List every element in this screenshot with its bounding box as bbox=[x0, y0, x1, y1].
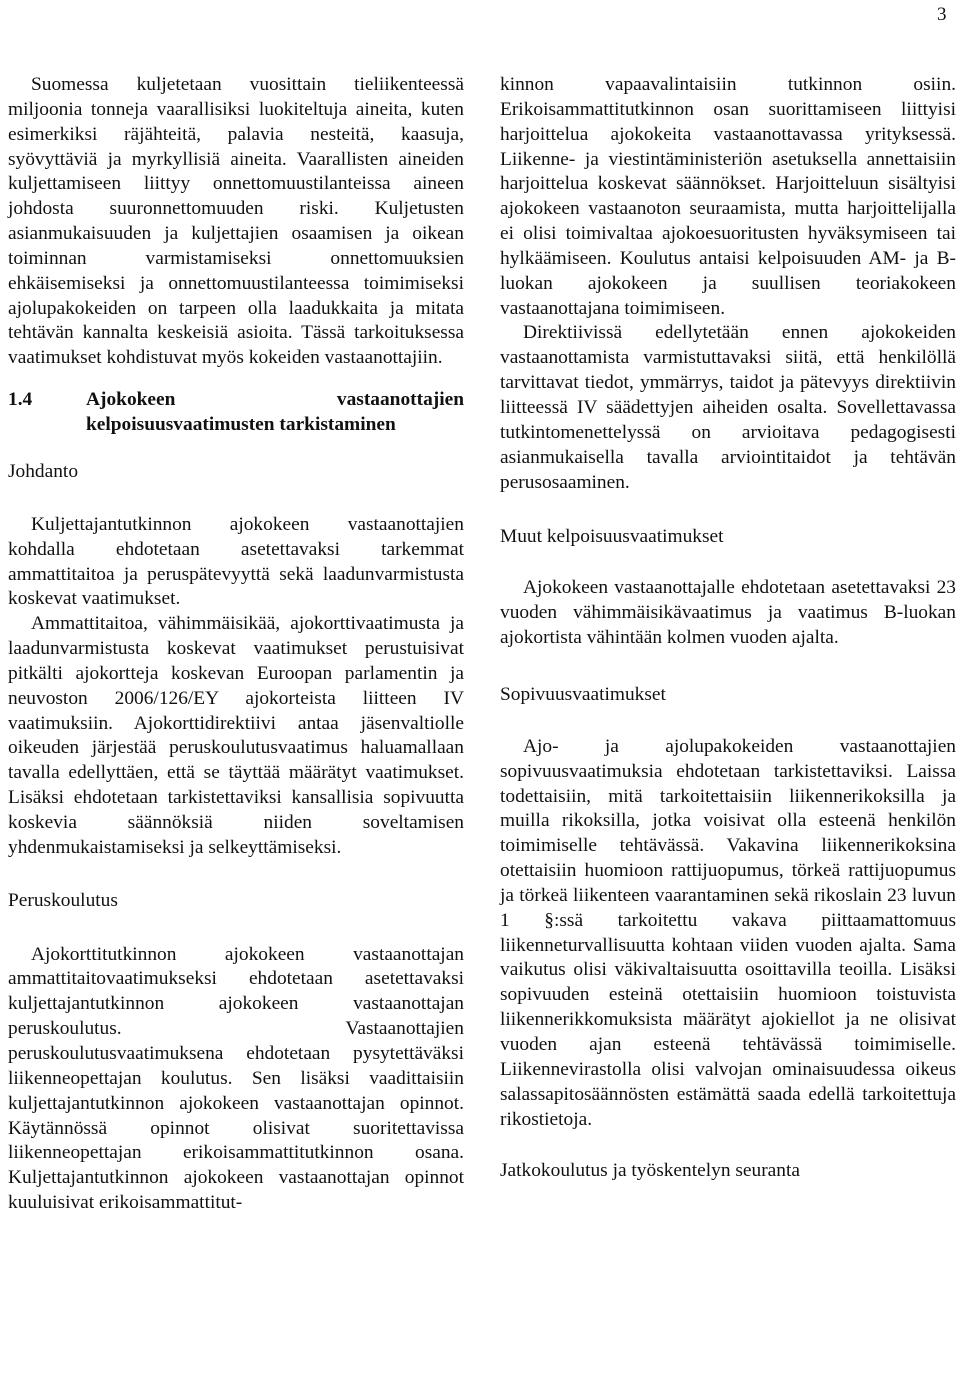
peruskoulutus-block bbox=[8, 943, 464, 1216]
paragraph-direktiivi: Direktiivissä edellytetään ennen ajokokeiden vastaanottamista varmistuttavaksi siitä, että henkilöllä tarvittavat tiedot, ymmärrys, taidot ja pätevyys direktiivin liitteessä IV säädettyjen aiheiden osalta. Sovellettavassa tutkintomenettelyssä on arvioitava pedagogisesti asianmukaisella tavalla arviointitaidot ja tehtävän perusosaaminen. bbox=[500, 322, 956, 493]
continued-block bbox=[500, 73, 956, 495]
paragraph-muut: Ajokokeen vastaanottajalle ehdotetaan asetettavaksi 23 vuoden vähimmäisikävaatimus ja vaatimus B-luokan ajokortista vähintään kolmen vuoden ajalta. bbox=[500, 577, 956, 649]
muut-block bbox=[500, 576, 956, 651]
paragraph-peruskoulutus: Ajokorttitutkinnon ajokokeen vastaanottajan ammattitaitovaatimukseksi ehdotetaan asetettavaksi kuljettajantutkinnon ajokokeen vastaanottajan peruskoulutus. Vastaanottajien peruskoulutusvaatimuksena ehdotetaan pysytettäväksi liikenneopettajan koulutus. Sen lisäksi vaadittaisiin kuljettajantutkinnon ajokokeen vastaanottajan opinnot. Käytännössä opinnot olisivat suoritettavissa liikenneopettajan erikoisammattitutkinnon osana. Kuljettajantutkinnon ajokokeen vastaanottajan opinnot kuuluisivat erikoisammattitut- bbox=[8, 943, 464, 1214]
sopivuus-block bbox=[500, 735, 956, 1133]
paragraph-sopivuus: Ajo- ja ajolupakokeiden vastaanottajien sopivuusvaatimuksia ehdotetaan tarkistettaviksi. Laissa todettaisiin, mitä tarkoitettaisiin liikennerikoksilla ja muilla rikoksilla, jotka voisivat olla esteenä henkilön toimimiselle tehtävässä. Vakavina liikennerikoksina otettaisiin huomioon rattijuopumus, törkeä rattijuopumus ja törkeä liikenteen vaarantaminen sekä rikoslain 23 luvun 1 §:ssä tarkoitettu vakava piittaamattomuus liikenneturvallisuutta kohtaan viiden vuoden ajalta. Sama vaikutus olisi väkivaltaisuutta osoittavilla teoilla. Lisäksi sopivuuden esteinä otettaisiin huomioon toistuvista liikennerikkomuksista määrätyt ajokiellot ja ne olisivat vuoden ajan esteenä tehtävässä toimimiselle. Liikennevirastolla olisi valvojan ominaisuudessa oikeus salassapitosäännösten estämättä saada edellä tarkoitettuja rikostietoja. bbox=[500, 735, 956, 1130]
paragraph-intro: Suomessa kuljetetaan vuosittain tieliikenteessä miljoonia tonneja vaarallisiksi luokiteltuja aineita, kuten esimerkiksi räjähteitä, palavia nesteitä, kaasuja, syövyttäviä ja myrkyllisiä aineita. Vaarallisten aineiden kuljettamiseen liittyy onnettomuustilanteissa aineen johdosta suuronnettomuuden riski. Kuljetusten asianmukaisuuden ja kuljettajien osaamisen ja oikean toiminnan varmistamiseksi onnettomuuksien ehkäisemiseksi ja onnettomuustilanteessa toimimiseksi ajolupakokeiden on tarpeen olla laadukkaita ja mitata tehtävän kannalta keskeisiä asioita. Tässä tarkoituksessa vaatimukset kohdistuvat myös kokeiden vastaanottajiin. bbox=[8, 74, 464, 369]
section-title: Ajokokeen vastaanottajien kelpoisuusvaatimusten tarkistaminen bbox=[86, 389, 464, 435]
subheading-jatkokoulutus: Jatkokoulutus ja työskentelyn seuranta bbox=[500, 1160, 800, 1182]
subheading-sopivuusvaatimukset: Sopivuusvaatimukset bbox=[500, 683, 666, 705]
section-heading bbox=[8, 388, 464, 438]
johdanto-block bbox=[8, 513, 464, 861]
section-number: 1.4 bbox=[8, 389, 33, 411]
right-column bbox=[500, 73, 956, 1183]
paragraph-johdanto-1: Kuljettajantutkinnon ajokokeen vastaanottajien kohdalla ehdotetaan asetettavaksi tarkemmat ammattitaitoa ja peruspätevyyttä sekä laadunvarmistusta koskevat vaatimukset. bbox=[8, 513, 464, 610]
page-number: 3 bbox=[937, 4, 947, 25]
paragraph-johdanto-2: Ammattitaitoa, vähimmäisikää, ajokorttivaatimusta ja laadunvarmistusta koskevat vaatimukset perustuisivat pitkälti ajokortteja koskevan Euroopan parlamentin ja neuvoston 2006/126/EY ajokorteista liitteen IV vaatimuksiin. Ajokorttidirektiivi antaa jäsenvaltiolle oikeuden järjestää peruskoulutusvaatimus haluamallaan tavalla edellyttäen, että se täyttää määrätyt vaatimukset. Lisäksi ehdotetaan tarkistettaviksi kansallisia sopivuutta koskevia säännöksiä niiden soveltamisen yhdenmukaistamiseksi ja selkeyttämiseksi. bbox=[8, 613, 464, 858]
subheading-peruskoulutus: Peruskoulutus bbox=[8, 889, 118, 911]
subheading-johdanto: Johdanto bbox=[8, 460, 79, 482]
subheading-muut-kelpoisuusvaatimukset: Muut kelpoisuusvaatimukset bbox=[500, 526, 724, 548]
paragraph-continued: kinnon vapaavalintaisiin tutkinnon osiin. Erikoisammattitutkinnon osan suorittamiseen liittyisi harjoittelua ajokokeita vastaanottavassa yrityksessä. Liikenne- ja viestintäministeriön asetuksella annettaisiin harjoittelua koskevat säännökset. Harjoitteluun sisältyisi ajokokeen vastaanoton seuraamista, mutta harjoittelijalla ei olisi toimivaltaa ajokoesuoritusten hyväksymiseen tai hylkäämiseen. Koulutus antaisi kelpoisuuden AM- ja B-luokan ajokokeen ja suullisen teoriakokeen vastaanottajana toimimiseen. bbox=[500, 74, 956, 319]
left-column bbox=[8, 73, 464, 1216]
intro-block bbox=[8, 73, 464, 438]
